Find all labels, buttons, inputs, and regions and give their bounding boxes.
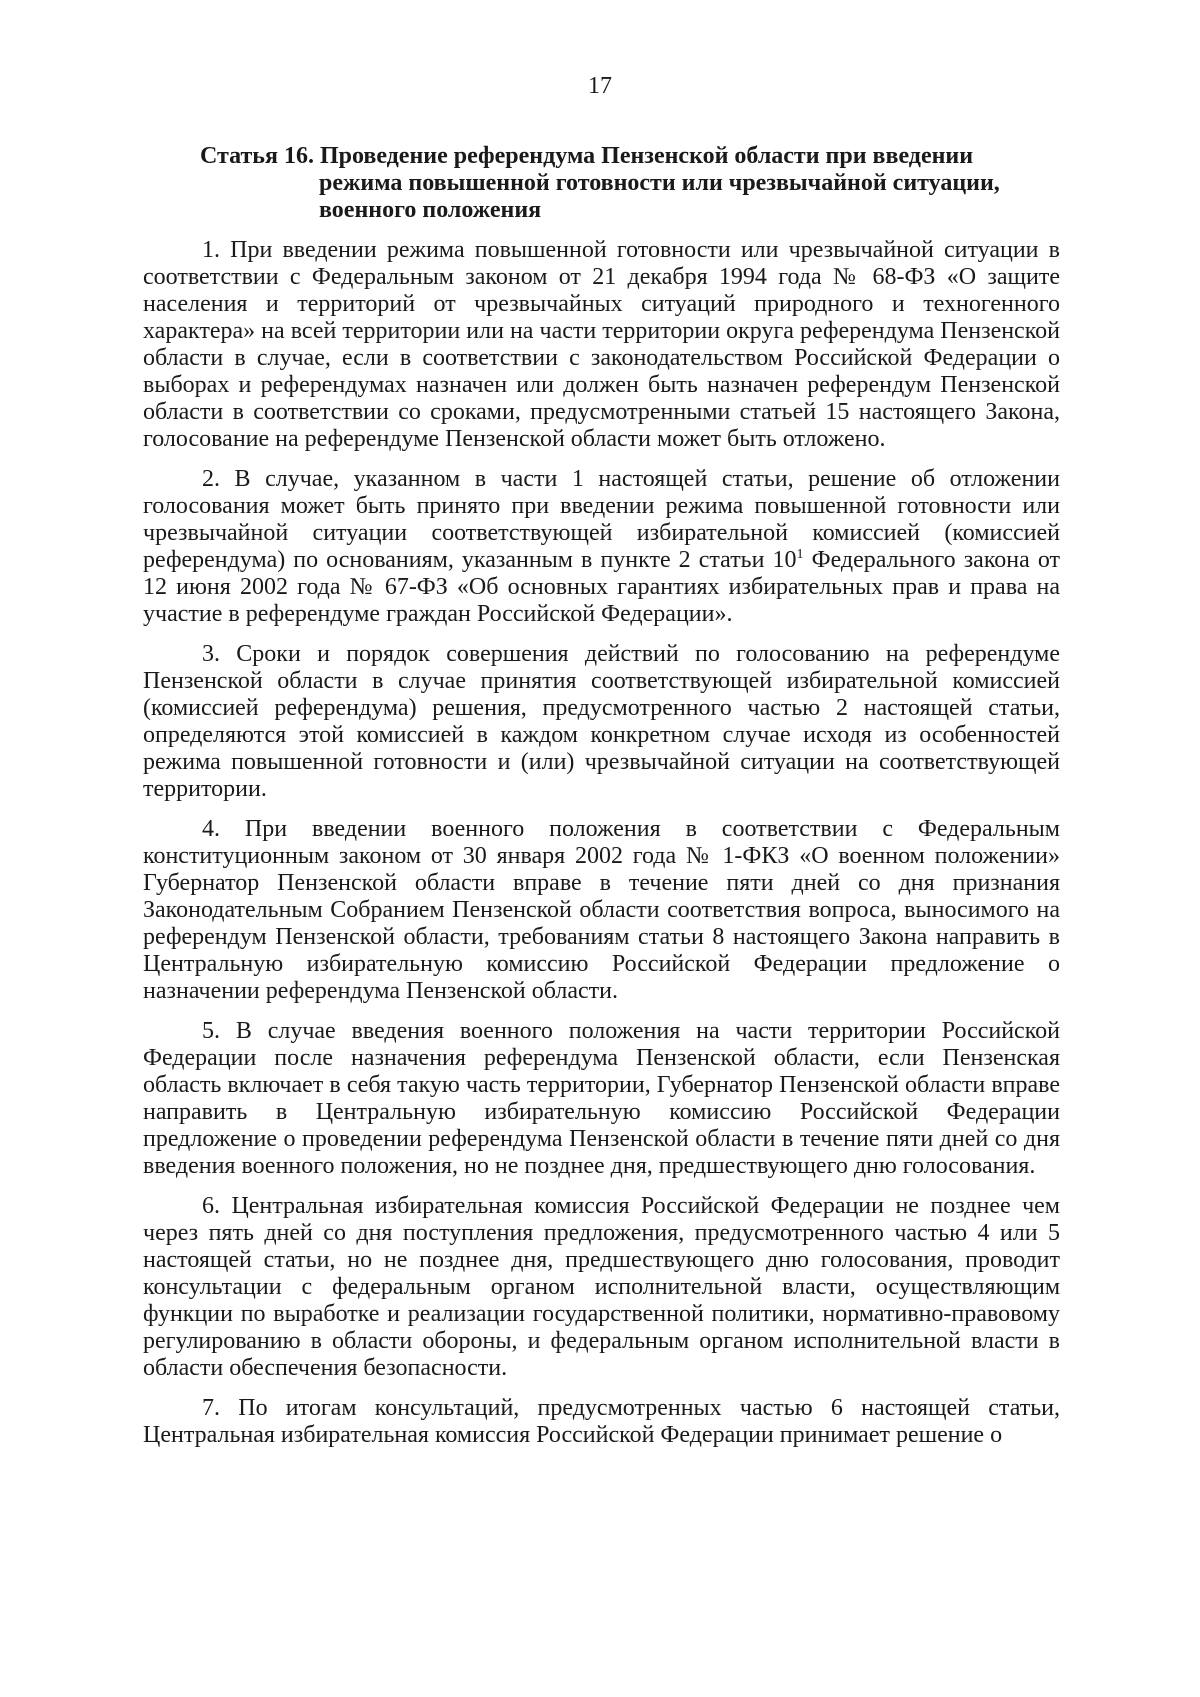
- paragraph-7: 7. По итогам консультаций, предусмотренных частью 6 настоящей статьи, Центральная избирательная комиссия Российской Федерации принимает решение о: [143, 1395, 1060, 1448]
- paragraph-5: 5. В случае введения военного положения на части территории Российской Федерации после назначения референдума Пензенской области, если Пензенская область включает в себя такую часть территории, Губернатор Пензенской области вправе направить в Центральную избирательную комиссию Российской Федерации предложение о проведении референдума Пензенской области в течение пяти дней со дня введения военного положения, но не позднее дня, предшествующего дню голосования.: [143, 1018, 1060, 1179]
- superscript-index: 1: [796, 547, 804, 562]
- paragraph-4: 4. При введении военного положения в соответствии с Федеральным конституционным законом от 30 января 2002 года № 1-ФКЗ «О военном положении» Губернатор Пензенской области вправе в течение пяти дней со дня признания Законодательным Собранием Пензенской области соответствия вопроса, выносимого на референдум Пензенской области, требованиям статьи 8 настоящего Закона направить в Центральную избирательную комиссию Российской Федерации предложение о назначении референдума Пензенской области.: [143, 816, 1060, 1004]
- paragraph-2-text-a: 2. В случае, указанном в части 1 настоящей статьи, решение об отложении голосования может быть принято при введении режима повышенной готовности или чрезвычайной ситуации соответствующей избирательной комиссией (комиссией референдума) по основаниям, указанным в пункте 2 статьи 10: [143, 466, 1060, 573]
- paragraph-2-text-b: Федерального закона от 12 июня 2002 года № 67-ФЗ «Об основных гарантиях избирательных прав и права на участие в референдуме граждан Российской Федерации».: [143, 547, 1061, 627]
- article-title-line-2: режима повышенной готовности или чрезвычайной ситуации,: [319, 170, 1000, 196]
- article-title-line-3: военного положения: [319, 197, 542, 223]
- article-title-line-1: Статья 16. Проведение референдума Пензенской области при введении: [200, 143, 974, 169]
- article-body: [143, 237, 1060, 1462]
- page-number: 17: [588, 73, 612, 99]
- paragraph-2: [143, 466, 1060, 628]
- paragraph-1: 1. При введении режима повышенной готовности или чрезвычайной ситуации в соответствии с Федеральным законом от 21 декабря 1994 года № 68-ФЗ «О защите населения и территорий от чрезвычайных ситуаций природного и техногенного характера» на всей территории или на части территории округа референдума Пензенской области в случае, если в соответствии с законодательством Российской Федерации о выборах и референдумах назначен или должен быть назначен референдум Пензенской области в соответствии со сроками, предусмотренными статьей 15 настоящего Закона, голосование на референдуме Пензенской области может быть отложено.: [143, 237, 1060, 452]
- paragraph-3: 3. Сроки и порядок совершения действий по голосованию на референдуме Пензенской области в случае принятия соответствующей избирательной комиссией (комиссией референдума) решения, предусмотренного частью 2 настоящей статьи, определяются этой комиссией в каждом конкретном случае исходя из особенностей режима повышенной готовности и (или) чрезвычайной ситуации на соответствующей территории.: [143, 641, 1060, 802]
- article-heading: [200, 143, 1060, 224]
- paragraph-6: 6. Центральная избирательная комиссия Российской Федерации не позднее чем через пять дней со дня поступления предложения, предусмотренного частью 4 или 5 настоящей статьи, но не позднее дня, предшествующего дню голосования, проводит консультации с федеральным органом исполнительной власти, осуществляющим функции по выработке и реализации государственной политики, нормативно-правовому регулированию в области обороны, и федеральным органом исполнительной власти в области обеспечения безопасности.: [143, 1193, 1060, 1381]
